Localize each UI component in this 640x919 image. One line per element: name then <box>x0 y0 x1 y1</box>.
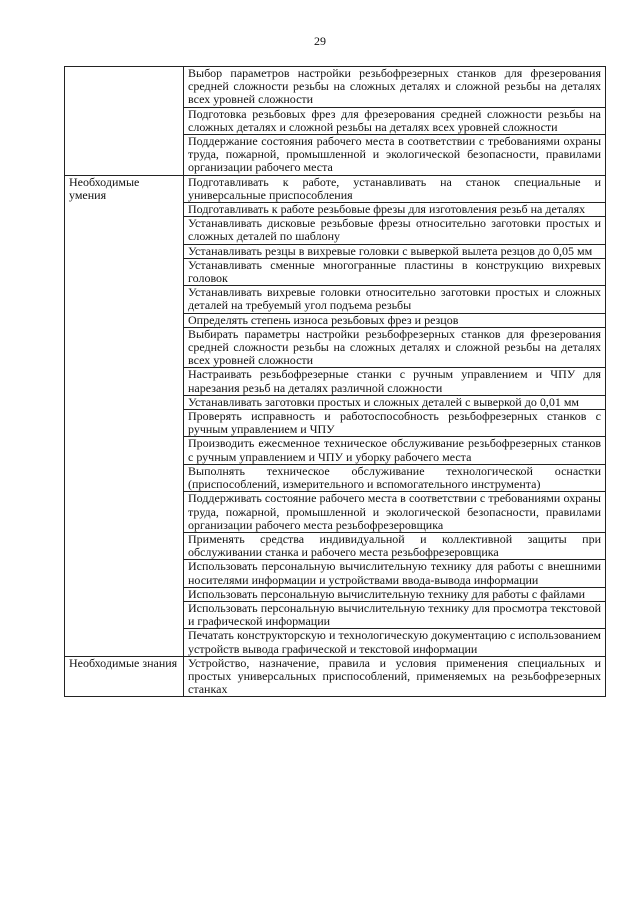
requirement-item: Устанавливать дисковые резьбовые фрезы относительно заготовки простых и сложных деталей по шаблону <box>184 217 606 244</box>
requirement-item: Производить ежесменное техническое обслуживание резьбофрезерных станков с ручным управлением и ЧПУ и уборку рабочего места <box>184 437 606 464</box>
requirement-item: Использовать персональную вычислительную технику для просмотра текстовой и графической информации <box>184 601 606 628</box>
requirement-item: Подготавливать к работе, устанавливать на станок специальные и универсальные приспособления <box>184 175 606 202</box>
section-label <box>65 67 184 176</box>
table-row <box>65 175 606 202</box>
page-number: 29 <box>314 34 326 48</box>
requirement-item: Использовать персональную вычислительную технику для работы с файлами <box>184 587 606 601</box>
requirement-item: Устанавливать вихревые головки относительно заготовки простых и сложных деталей на требуемый угол подъема резьбы <box>184 286 606 313</box>
requirement-item: Устройство, назначение, правила и условия применения специальных и простых универсальных приспособлений, применяемых на резьбофрезерных станках <box>184 656 606 697</box>
requirement-item: Использовать персональную вычислительную технику для работы с внешними носителями информации и устройствами ввода-вывода информации <box>184 560 606 587</box>
competency-table <box>64 66 606 697</box>
requirement-item: Поддержание состояния рабочего места в соответствии с требованиями охраны труда, пожарной, промышленной и экологической безопасности, правилами организации рабочего места <box>184 135 606 176</box>
requirement-item: Выбирать параметры настройки резьбофрезерных станков для фрезерования средней сложности резьбы на сложных деталях и сложной резьбы на деталях всех уровней сложности <box>184 327 606 368</box>
requirement-item: Проверять исправность и работоспособность резьбофрезерных станков с ручным управлением и ЧПУ <box>184 410 606 437</box>
requirement-item: Подготавливать к работе резьбовые фрезы для изготовления резьб на деталях <box>184 203 606 217</box>
table-row <box>65 656 606 697</box>
requirement-item: Выполнять техническое обслуживание технологической оснастки (приспособлений, измерительного и вспомогательного инструмента) <box>184 464 606 491</box>
requirement-item: Определять степень износа резьбовых фрез и резцов <box>184 313 606 327</box>
table-row <box>65 67 606 108</box>
requirement-item: Устанавливать заготовки простых и сложных деталей с выверкой до 0,01 мм <box>184 395 606 409</box>
requirement-item: Применять средства индивидуальной и коллективной защиты при обслуживании станка и рабочего места резьбофрезеровщика <box>184 532 606 559</box>
requirement-item: Устанавливать сменные многогранные пластины в конструкцию вихревых головок <box>184 258 606 285</box>
competency-table-body <box>65 67 606 697</box>
requirement-item: Печатать конструкторскую и технологическую документацию с использованием устройств вывода графической и текстовой информации <box>184 629 606 656</box>
requirement-item: Устанавливать резцы в вихревые головки с выверкой вылета резцов до 0,05 мм <box>184 244 606 258</box>
requirement-item: Поддерживать состояние рабочего места в соответствии с требованиями охраны труда, пожарной, промышленной и экологической безопасности, правилами организации рабочего места резьбофрезеровщика <box>184 492 606 533</box>
section-label: Необходимые знания <box>65 656 184 697</box>
requirement-item: Настраивать резьбофрезерные станки с ручным управлением и ЧПУ для нарезания резьб на деталях различной сложности <box>184 368 606 395</box>
requirement-item: Подготовка резьбовых фрез для фрезерования средней сложности резьбы на сложных деталях и сложной резьбы на деталях всех уровней сложности <box>184 107 606 134</box>
requirement-item: Выбор параметров настройки резьбофрезерных станков для фрезерования средней сложности резьбы на сложных деталях и сложной резьбы на деталях всех уровней сложности <box>184 67 606 108</box>
section-label: Необходимые умения <box>65 175 184 656</box>
